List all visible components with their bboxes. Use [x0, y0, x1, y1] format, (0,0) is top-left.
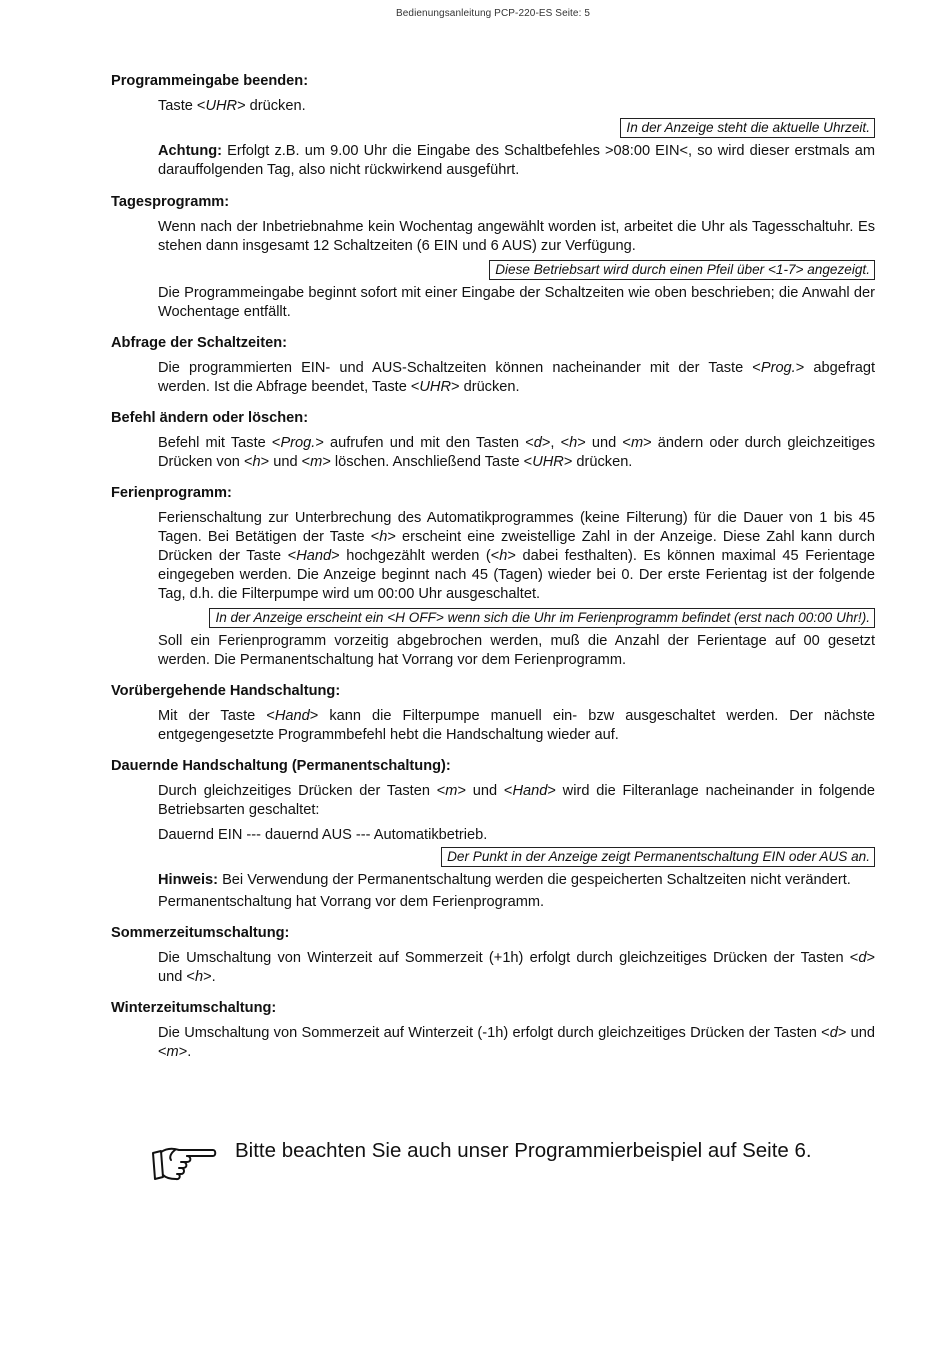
page-header: Bedienungsanleitung PCP-220-ES Seite: 5	[395, 8, 591, 19]
section-title: Abfrage der Schaltzeiten:	[111, 335, 287, 351]
section-winterzeitumschaltung	[111, 999, 875, 1062]
section-body	[158, 1024, 875, 1062]
paragraph: Wenn nach der Inbetriebnahme kein Wochentag angewählt worden ist, arbeitet die Uhr als Tagesschaltuhr. Es stehen dann insgesamt 12 Schaltzeiten (6 EIN und 6 AUS) zur Verfügung.	[158, 219, 875, 254]
paragraph: Die Umschaltung von Winterzeit auf Sommerzeit (+1h) erfolgt durch gleichzeitiges Drücken der Tasten <d> und <h>.	[158, 950, 875, 985]
section-title: Sommerzeitumschaltung:	[111, 925, 290, 941]
section-body	[158, 782, 875, 912]
paragraph: Dauernd EIN --- dauernd AUS --- Automatikbetrieb.	[158, 827, 488, 843]
paragraph: Die Programmeingabe beginnt sofort mit einer Eingabe der Schaltzeiten wie oben beschrieben; die Anwahl der Wochentage entfällt.	[158, 285, 875, 320]
display-note: In der Anzeige erscheint ein <H OFF> wenn sich die Uhr im Ferienprogramm befindet (erst nach 00:00 Uhr!).	[209, 608, 875, 628]
paragraph: Achtung: Erfolgt z.B. um 9.00 Uhr die Eingabe des Schaltbefehles >08:00 EIN<, so wird dieser erstmals am darauffolgenden Tag, also nicht rückwirkend ausgeführt.	[158, 143, 875, 178]
section-ferienprogramm	[111, 484, 875, 670]
section-voruebergehende-handschaltung	[111, 682, 875, 745]
paragraph: Befehl mit Taste <Prog.> aufrufen und mit den Tasten <d>, <h> und <m> ändern oder durch gleichzeitiges Drücken von <h> und <m> löschen. Anschließend Taste <UHR> drücken.	[158, 435, 876, 470]
section-sommerzeitumschaltung	[111, 924, 875, 987]
paragraph: Die Umschaltung von Sommerzeit auf Winterzeit (-1h) erfolgt durch gleichzeitiges Drücken der Tasten <d> und <m>.	[158, 1025, 875, 1060]
document-body	[111, 72, 875, 1062]
section-title: Befehl ändern oder löschen:	[111, 410, 309, 426]
section-title: Programmeingabe beenden:	[111, 73, 309, 89]
section-tagesprogramm	[111, 193, 875, 322]
section-body	[158, 97, 875, 180]
section-title: Dauernde Handschaltung (Permanentschaltung):	[111, 758, 451, 774]
paragraph: Die programmierten EIN- und AUS-Schaltzeiten können nacheinander mit der Taste <Prog.> abgefragt werden. Ist die Abfrage beendet, Taste <UHR> drücken.	[158, 360, 876, 395]
section-body	[158, 434, 875, 472]
display-note: Der Punkt in der Anzeige zeigt Permanentschaltung EIN oder AUS an.	[441, 847, 875, 867]
footer-tip-text: Bitte beachten Sie auch unser Programmierbeispiel auf Seite 6.	[235, 1139, 812, 1162]
section-befehl-aendern	[111, 409, 875, 472]
section-body	[158, 218, 875, 322]
section-title: Vorübergehende Handschaltung:	[111, 683, 341, 699]
paragraph: Hinweis: Bei Verwendung der Permanentschaltung werden die gespeicherten Schaltzeiten nicht verändert.	[158, 872, 851, 888]
section-dauernde-handschaltung	[111, 757, 875, 912]
section-body	[158, 509, 875, 670]
footer-tip	[151, 1137, 911, 1185]
paragraph: Permanentschaltung hat Vorrang vor dem Ferienprogramm.	[158, 894, 545, 910]
paragraph: Taste <UHR> drücken.	[158, 98, 306, 114]
section-title: Winterzeitumschaltung:	[111, 1000, 277, 1016]
paragraph: Mit der Taste <Hand> kann die Filterpumpe manuell ein- bzw ausgeschaltet werden. Der nächste entgegengesetzte Programmbefehl hebt die Handschaltung wieder auf.	[158, 708, 875, 743]
section-body	[158, 949, 875, 987]
section-abfrage-der-schaltzeiten	[111, 334, 875, 397]
display-note: Diese Betriebsart wird durch einen Pfeil über <1-7> angezeigt.	[489, 260, 875, 280]
section-programmeingabe-beenden	[111, 72, 875, 180]
paragraph: Ferienschaltung zur Unterbrechung des Automatikprogrammes (keine Filterung) für die Dauer von 1 bis 45 Tagen. Bei Betätigen der Taste <h> erscheint eine zweistellige Zahl in der Anzeige. Diese Zahl kann durch Drücken der Taste <Hand> hochgezählt werden (<h> dabei festhalten). Es können maximal 45 Ferientage eingegeben werden. Die Anzeige beginnt nach 45 (Tagen) wieder bei 0. Der erste Ferientag ist der folgende Tag, d.h. die Filterpumpe wird um 00:00 Uhr ausgeschaltet.	[158, 510, 875, 602]
pointing-hand-icon	[151, 1139, 217, 1183]
section-title: Ferienprogramm:	[111, 485, 232, 501]
section-body	[158, 359, 875, 397]
section-title: Tagesprogramm:	[111, 194, 230, 210]
section-body	[158, 707, 875, 745]
display-note: In der Anzeige steht die aktuelle Uhrzeit.	[620, 118, 875, 138]
paragraph: Soll ein Ferienprogramm vorzeitig abgebrochen werden, muß die Anzahl der Ferientage auf 00 gesetzt werden. Die Permanentschaltung hat Vorrang vor dem Ferienprogramm.	[158, 633, 875, 668]
paragraph: Durch gleichzeitiges Drücken der Tasten <m> und <Hand> wird die Filteranlage nacheinander in folgende Betriebsarten geschaltet:	[158, 783, 875, 818]
